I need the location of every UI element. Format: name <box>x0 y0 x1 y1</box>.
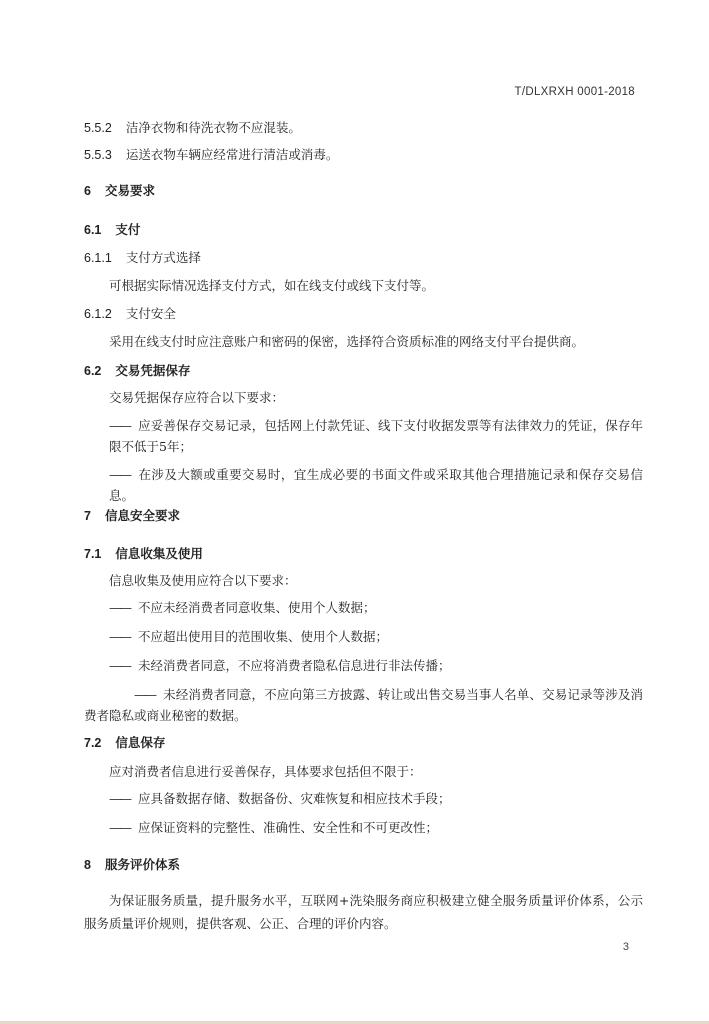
section-6-1-2-body: 采用在线支付时应注意账户和密码的保密，选择符合资质标准的网络支付平台提供商。 <box>109 334 585 349</box>
section-number: 8 <box>84 858 91 872</box>
clause-5-5-2 <box>84 119 301 137</box>
list-item <box>109 626 643 647</box>
section-title: 信息安全要求 <box>104 508 180 523</box>
section-title: 支付安全 <box>125 306 176 321</box>
section-6-1-heading <box>84 221 140 239</box>
list-item-text: 在涉及大额或重要交易时，宜生成必要的书面文件或采取其他合理措施记录和保存交易信息。 <box>109 467 643 503</box>
section-7-1-heading <box>84 545 203 563</box>
clause-number: 5.5.2 <box>84 121 112 135</box>
section-7-2-heading <box>84 734 165 752</box>
section-title: 交易要求 <box>104 183 155 198</box>
dash-marker: —— <box>109 629 130 644</box>
section-number: 7.1 <box>84 547 102 561</box>
section-6-heading <box>84 182 155 200</box>
section-8-body: 为保证服务质量，提升服务水平，互联网+洗染服务商应积极建立健全服务质量评价体系，公示服务质量评价规则，提供客观、公正、合理的评价内容。 <box>84 893 643 931</box>
dash-marker: —— <box>109 791 130 806</box>
list-item <box>109 464 643 506</box>
clause-text: 洁净衣物和待洗衣物不应混装。 <box>125 120 301 135</box>
dash-marker: —— <box>109 467 130 482</box>
section-title: 信息保存 <box>115 735 166 750</box>
list-item <box>84 684 643 726</box>
list-item <box>109 655 643 676</box>
section-number: 6 <box>84 184 91 198</box>
dash-marker: —— <box>134 687 155 702</box>
list-item-text: 未经消费者同意，不应将消费者隐私信息进行非法传播； <box>138 658 451 673</box>
section-number: 6.1.1 <box>84 251 112 265</box>
section-7-heading <box>84 507 180 525</box>
list-item-text: 不应超出使用目的范围收集、使用个人数据； <box>138 629 389 644</box>
section-number: 7 <box>84 509 91 523</box>
section-number: 6.2 <box>84 364 102 378</box>
section-title: 服务评价体系 <box>104 857 180 872</box>
section-6-2-intro: 交易凭据保存应符合以下要求： <box>109 390 285 405</box>
section-title: 支付方式选择 <box>125 250 201 265</box>
dash-marker: —— <box>109 600 130 615</box>
page-number: 3 <box>622 941 629 953</box>
section-6-1-2-heading <box>84 305 176 323</box>
list-item-text: 应具备数据存储、数据备份、灾难恢复和相应技术手段； <box>138 791 451 806</box>
list-item <box>109 817 643 838</box>
clause-text: 运送衣物车辆应经常进行清洁或消毒。 <box>125 147 339 162</box>
list-item <box>109 597 643 618</box>
list-item <box>109 788 643 809</box>
section-number: 6.1 <box>84 223 102 237</box>
section-7-2-intro: 应对消费者信息进行妥善保存，具体要求包括但不限于： <box>109 764 422 779</box>
dash-marker: —— <box>109 820 130 835</box>
section-6-1-1-body: 可根据实际情况选择支付方式，如在线支付或线下支付等。 <box>109 278 435 293</box>
section-number: 6.1.2 <box>84 307 112 321</box>
dash-marker: —— <box>109 658 130 673</box>
section-8-heading <box>84 856 180 874</box>
clause-5-5-3 <box>84 146 338 164</box>
clause-number: 5.5.3 <box>84 148 112 162</box>
list-item-text: 应妥善保存交易记录，包括网上付款凭证、线下支付收据发票等有法律效力的凭证，保存年限不低于5年； <box>109 418 643 454</box>
standard-code: T/DLXRXH 0001-2018 <box>514 86 635 98</box>
section-title: 支付 <box>115 222 141 237</box>
section-6-1-1-heading <box>84 249 201 267</box>
list-item-text: 应保证资料的完整性、准确性、安全性和不可更改性； <box>138 820 439 835</box>
section-title: 交易凭据保存 <box>115 363 191 378</box>
section-number: 7.2 <box>84 736 102 750</box>
list-item <box>109 415 643 457</box>
list-item-text: 未经消费者同意，不应向第三方披露、转让或出售交易当事人名单、交易记录等涉及消费者隐私或商业秘密的数据。 <box>84 687 643 723</box>
section-title: 信息收集及使用 <box>115 546 203 561</box>
dash-marker: —— <box>109 418 130 433</box>
list-item-text: 不应未经消费者同意收集、使用个人数据； <box>138 600 376 615</box>
section-7-1-intro: 信息收集及使用应符合以下要求： <box>109 573 297 588</box>
section-6-2-heading <box>84 362 190 380</box>
